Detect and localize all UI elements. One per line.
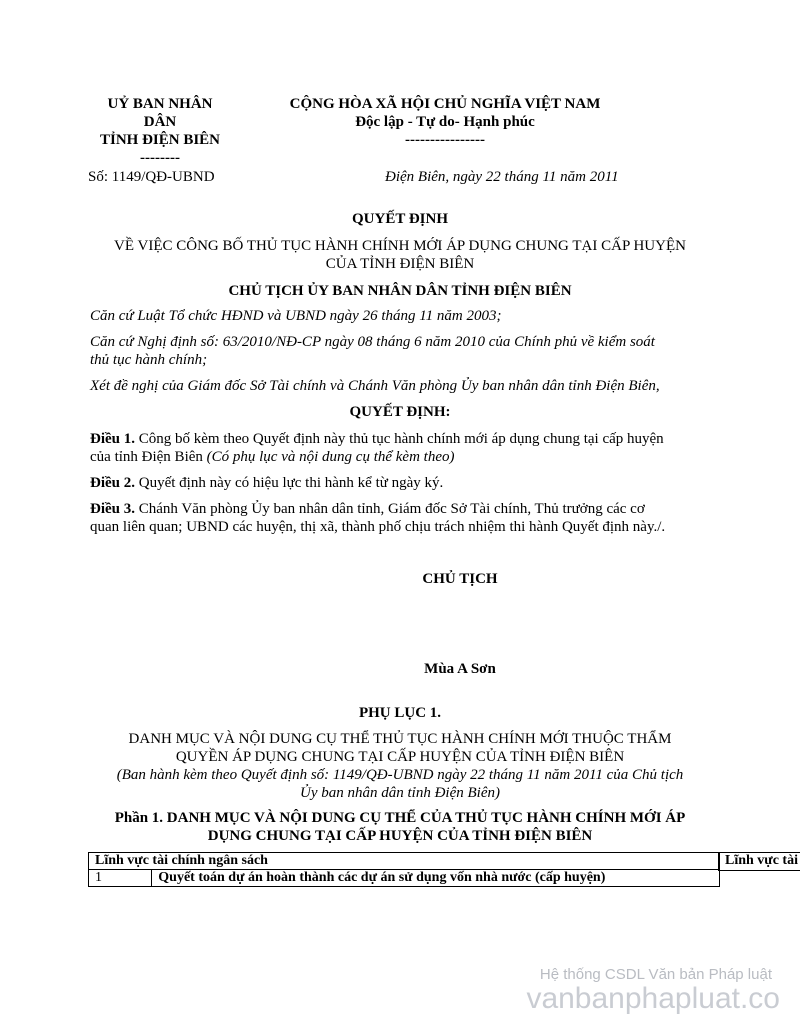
article-3-line-2: quan liên quan; UBND các huyện, thị xã, thành phố chịu trách nhiệm thi hành Quyết định này./. — [90, 519, 666, 535]
article-2-text: Quyết định này có hiệu lực thi hành kể từ ngày ký. — [135, 475, 444, 491]
article-1-line-1 — [90, 430, 700, 448]
table-header-extra-cell: Lĩnh vực tài — [718, 852, 800, 871]
part-1-heading-line-1: Phần 1. DANH MỤC VÀ NỘI DUNG CỤ THỂ CỦA THỦ TỤC HÀNH CHÍNH MỚI ÁP — [114, 810, 686, 826]
legal-basis-2-line-2: thủ tục hành chính; — [90, 352, 208, 368]
signer-position: CHỦ TỊCH — [422, 571, 498, 587]
part-1-heading-line-2: DỤNG CHUNG TẠI CẤP HUYỆN CỦA TỈNH ĐIỆN BIÊN — [207, 828, 593, 844]
decides-heading: QUYẾT ĐỊNH: — [349, 404, 451, 420]
decision-title: QUYẾT ĐỊNH — [352, 211, 448, 227]
article-3-label: Điều 3. — [90, 501, 135, 517]
appendix-title: PHỤ LỤC 1. — [358, 705, 442, 721]
article-2 — [90, 474, 700, 492]
article-1-text-2: của tỉnh Điện Biên — [90, 449, 207, 465]
agency-line-2: DÂN — [143, 114, 177, 130]
procedure-table — [88, 852, 720, 887]
article-2-label: Điều 2. — [90, 475, 135, 491]
decision-subject-line-2: CỦA TỈNH ĐIỆN BIÊN — [325, 256, 475, 272]
agency-line-3: TỈNH ĐIỆN BIÊN — [99, 132, 221, 148]
appendix-note-line-2: Ủy ban nhân dân tỉnh Điện Biên) — [300, 785, 500, 801]
appendix-subtitle-line-2: QUYỀN ÁP DỤNG CHUNG TẠI CẤP HUYỆN CỦA TỈNH ĐIỆN BIÊN — [175, 749, 625, 765]
legal-basis-1: Căn cứ Luật Tổ chức HĐND và UBND ngày 26 tháng 11 năm 2003; — [90, 308, 502, 324]
watermark-site: vanbanphapluat.co — [526, 982, 780, 1015]
issuing-agency — [85, 95, 235, 167]
table-row — [89, 870, 720, 887]
article-1-note: (Có phụ lục và nội dung cụ thể kèm theo) — [206, 449, 455, 465]
table-header-cell: Lĩnh vực tài chính ngân sách — [89, 853, 720, 870]
article-1-text-1: Công bố kèm theo Quyết định này thủ tục hành chính mới áp dụng chung tại cấp huyện — [135, 431, 664, 447]
motto-divider: ---------------- — [405, 132, 485, 148]
decision-subject-line-1: VỀ VIỆC CÔNG BỐ THỦ TỤC HÀNH CHÍNH MỚI ÁP DỤNG CHUNG TẠI CẤP HUYỆN — [114, 238, 686, 254]
agency-divider: -------- — [140, 150, 180, 166]
decision-authority: CHỦ TỊCH ỦY BAN NHÂN DÂN TỈNH ĐIỆN BIÊN — [228, 283, 572, 299]
row-procedure-cell: Quyết toán dự án hoàn thành các dự án sử dụng vốn nhà nước (cấp huyện) — [152, 870, 720, 887]
article-1-line-2 — [90, 448, 700, 466]
document-date: Điện Biên, ngày 22 tháng 11 năm 2011 — [385, 169, 619, 185]
row-number-cell: 1 — [89, 870, 152, 887]
legal-basis-3: Xét đề nghị của Giám đốc Sở Tài chính và Chánh Văn phòng Ủy ban nhân dân tỉnh Điện Biên, — [90, 378, 660, 394]
article-1-label: Điều 1. — [90, 431, 135, 447]
document-number: Số: 1149/QĐ-UBND — [88, 169, 215, 185]
agency-line-1: UỶ BAN NHÂN — [107, 96, 213, 112]
article-3-line-1 — [90, 500, 700, 518]
republic-name: CỘNG HÒA XÃ HỘI CHỦ NGHĨA VIỆT NAM — [289, 96, 601, 112]
watermark-caption: Hệ thống CSDL Văn bản Pháp luật — [539, 966, 772, 983]
appendix-subtitle-line-1: DANH MỤC VÀ NỘI DUNG CỤ THỂ THỦ TỤC HÀNH CHÍNH MỚI THUỘC THẨM — [128, 731, 672, 747]
national-header — [255, 95, 635, 149]
national-motto: Độc lập - Tự do- Hạnh phúc — [355, 114, 535, 130]
table-header-row — [89, 853, 720, 870]
appendix-note-line-1: (Ban hành kèm theo Quyết định số: 1149/QĐ-UBND ngày 22 tháng 11 năm 2011 của Chủ tịch — [116, 767, 684, 783]
signer-name: Mùa A Sơn — [424, 661, 496, 677]
legal-basis-2-line-1: Căn cứ Nghị định số: 63/2010/NĐ-CP ngày 08 tháng 6 năm 2010 của Chính phủ về kiểm soát — [90, 334, 655, 350]
article-3-text-1: Chánh Văn phòng Ủy ban nhân dân tỉnh, Giám đốc Sở Tài chính, Thủ trưởng các cơ — [135, 501, 645, 517]
